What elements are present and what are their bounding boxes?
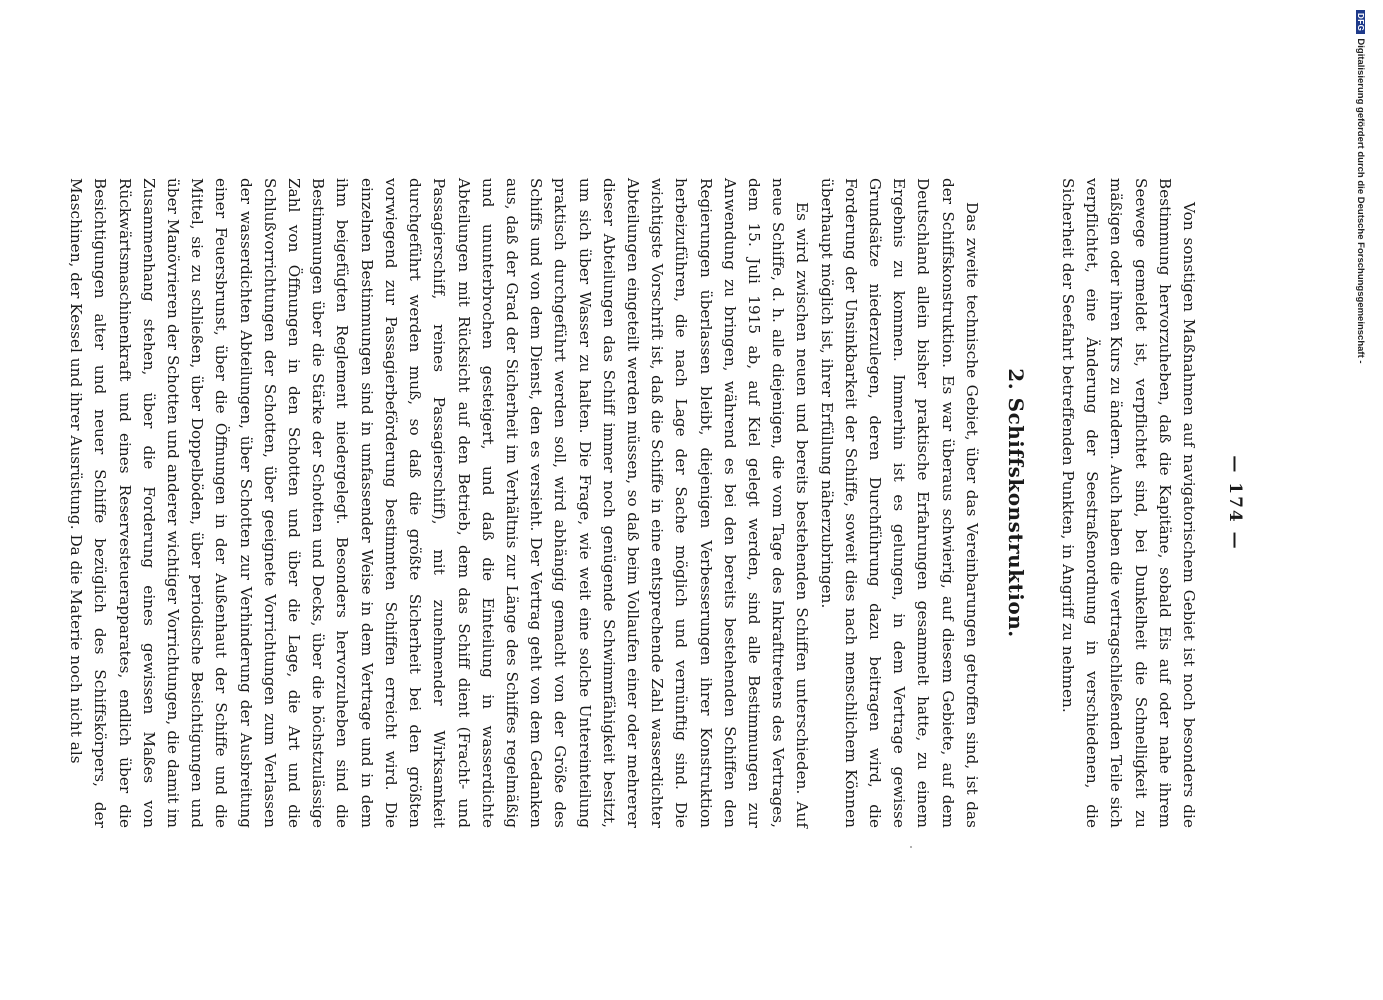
- dfg-logo: DFG: [1356, 10, 1365, 34]
- page-number: — 174 —: [1225, 455, 1245, 551]
- digitization-credit-text: Digitalisierung gefördert durch die Deutsche Forschungsgemeinschaft -: [1355, 38, 1366, 364]
- rotated-text-block: [64, 178, 1245, 828]
- paragraph-ship-classes: Es wird zwischen neuen und bereits bestehenden Schiffen unterschieden. Auf neue Schiffe, d. h. alle diejenigen, die vom Tage des Inkrafttretens des Vertrages, dem 15. Juli 1915 ab, auf Kiel gelegt werden, sind alle Bestimmungen zur Anwendung zu bringen, während es bei den bereits bestehenden Schiffen den Regierungen überlassen bleibt, diejenigen Verbesserungen ihrer Konstruktion herbeizuführen, die nach Lage der Sache möglich und vernünftig sind. Die wichtigste Vorschrift ist, daß die Schiffe in eine entsprechende Zahl wasserdichter Abteilungen eingeteilt werden müssen, so daß beim Vollaufen einer oder mehrerer dieser Abteilungen das Schiff immer noch genügende Schwimmfähigkeit besitzt, um sich über Wasser zu halten. Die Frage, wie weit eine solche Untereinteilung praktisch durchgeführt werden soll, wird abhängig gemacht von der Größe des Schiffs und von dem Dienst, den es versieht. Der Vertrag geht von dem Gedanken aus, daß der Grad der Sicherheit im Verhältnis zur Länge des Schiffes regelmäßig und ununterbrochen gesteigert, und daß die Einteilung in wasserdichte Abteilungen mit Rücksicht auf den Betrieb, dem das Schiff dient (Fracht- und Passagierschiff, reines Passagierschiff), mit zunehmender Wirksamkeit durchgeführt werden muß, so daß die größte Sicherheit bei den größten vorwiegend zur Passagierbeförderung bestimmten Schiffen erreicht wird. Die einzelnen Bestimmungen sind in umfassender Weise in dem Vertrage und in dem ihm beigefügten Reglement niedergelegt. Besonders hervorzuheben sind die Bestimmungen über die Stärke der Schotten und Decks, über die höchstzulässige Zahl von Öffnungen in den Schotten und über die Lage, die Art und die Schlußvorrichtungen der Schotten, über geeignete Vorrichtungen zum Verlassen der wasserdichten Abteilungen, über Schotten zur Verhinderung der Ausbreitung einer Feuersbrunst, über die Öffnungen in der Außenhaut der Schiffe und die Mittel, sie zu schließen, über Doppelböden, über periodische Besichtigungen und über Manövrieren der Schotten und anderer wichtiger Vorrichtungen, die damit im Zusammenhang stehen, über die Forderung eines gewissen Maßes von Rückwärtsmaschinenkraft und eines Reservesteuerapparates, endlich über die Besichtigungen alter und neuer Schiffe bezüglich des Schiffskörpers, der Maschinen, der Kessel und ihrer Ausrüstung. Da die Materie noch nicht als: [67, 178, 812, 828]
- paragraph-construction-intro: Das zweite technische Gebiet, über das Vereinbarungen getroffen sind, ist das der Schiffskonstruktion. Es war überaus schwierig, auf diesem Gebiete, auf dem Deutschland allein bisher praktische Erfahrungen gesammelt hatte, zu einem Ergebnis zu kommen. Immerhin ist es gelungen, in dem Vertrage gewisse Grundsätze niederzulegen, deren Durchführung dazu beitragen wird, die Forderung der Unsinkbarkeit der Schiffe, soweit dies nach menschlichem Können überhaupt möglich ist, ihrer Erfüllung näherzubringen.: [817, 178, 981, 828]
- paragraph-navigation: Von sonstigen Maßnahmen auf navigatorischem Gebiet ist noch besonders die Bestimmung hervorzuheben, daß die Kapitäne, sobald Eis auf oder nahe ihrem Seewege gemeldet ist, verpflichtet sind, bei Dunkelheit die Schnelligkeit zu mäßigen oder ihren Kurs zu ändern. Auch haben die vertragschließenden Teile sich verpflichtet, eine Änderung der Seestraßenordnung in verschiedenen, die Sicherheit der Seefahrt betreffenden Punkten, in Angriff zu nehmen.: [1058, 178, 1198, 828]
- scan-speck: [910, 846, 912, 848]
- section-title: 2. Schiffskonstruktion.: [1003, 368, 1028, 638]
